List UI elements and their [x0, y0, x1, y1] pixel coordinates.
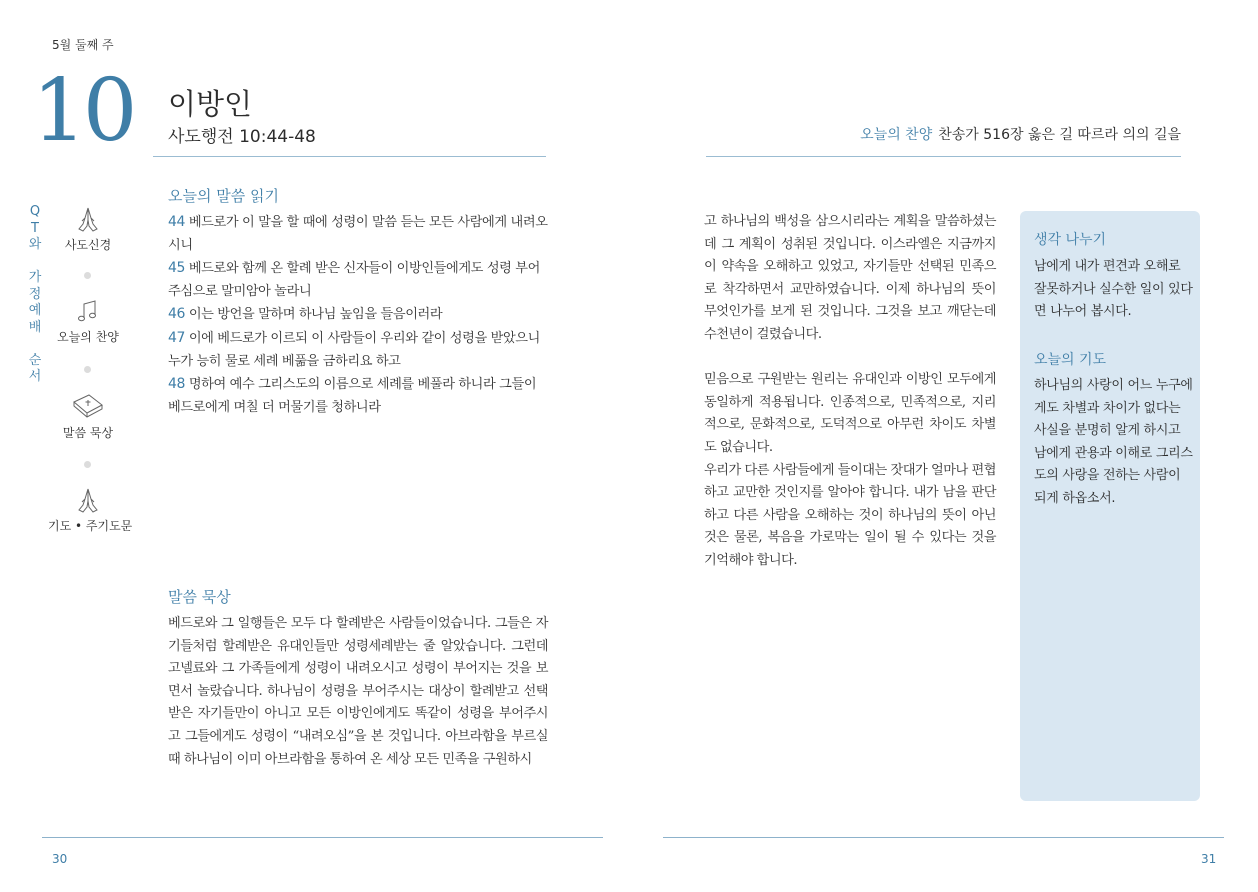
- footer-rule-left: [42, 837, 603, 838]
- hymn-line: [860, 124, 1181, 144]
- verse-number: 45: [168, 260, 186, 277]
- header-rule-left: [153, 156, 546, 157]
- prayer-heading: 오늘의 기도: [1034, 352, 1107, 368]
- step-creed: [48, 204, 128, 253]
- scripture-reference: 사도행전 10:44-48: [168, 127, 316, 147]
- page-number-left: 30: [52, 852, 68, 866]
- meditation-paragraph: 우리가 다른 사람들에게 들이대는 잣대가 얼마나 편협하고 교만한 것인지를 알아야 합니다. 내가 남을 판단하고 다른 사람을 오해하는 것이 하나님의 뜻이 아닌 것은 물론, 복음을 가로막는 일이 될 수 있다는 것을 기억해야 합니다.: [704, 462, 996, 568]
- header-rule-right: [706, 156, 1181, 157]
- hymn-label: 오늘의 찬양: [860, 127, 933, 143]
- step-prayer: [48, 485, 133, 534]
- step-label: 사도신경: [64, 238, 112, 252]
- hymn-title: 찬송가 516장 옳은 길 따르라 의의 길을: [938, 127, 1181, 143]
- step-meditation: [48, 390, 128, 441]
- meditation-paragraph: 고 하나님의 백성을 삼으시리라는 계획을 말씀하셨는데 그 계획이 성취된 것입니다. 이스라엘은 지금까지 이 약속을 오해하고 있었고, 자기들만 선택된 민족으로 착각하면서 교만하였습니다. 이제 하나님의 뜻이 무엇인가를 보게 된 것입니다. 그것을 보고 깨닫는데 수천년이 걸렸습니다.: [704, 214, 996, 342]
- meditation-text-left: [168, 613, 548, 771]
- praying-hands-icon: [73, 485, 103, 515]
- share-heading: 생각 나누기: [1034, 232, 1107, 248]
- step-hymn: [48, 296, 128, 345]
- page-number-right: 31: [1201, 852, 1217, 866]
- meditation-text-right: [704, 211, 996, 573]
- verse: [168, 211, 548, 257]
- step-dot: [84, 272, 91, 279]
- step-label: 오늘의 찬양: [57, 330, 119, 344]
- verse-number: 47: [168, 329, 186, 346]
- footer-rule-right: [663, 837, 1224, 838]
- vertical-title: Q T 와 가 정 예 배 순 서: [28, 204, 42, 384]
- verse-number: 46: [168, 306, 186, 323]
- verse-number: 44: [168, 214, 186, 230]
- verse: [168, 373, 548, 419]
- verse-text: 베드로가 이 말을 할 때에 성령이 말씀 듣는 모든 사람에게 내려오시니: [168, 215, 548, 253]
- step-label: 기도 • 주기도문: [48, 519, 133, 533]
- music-note-icon: [73, 296, 103, 326]
- step-label: 말씀 묵상: [62, 426, 114, 440]
- step-dot: [84, 461, 91, 468]
- verse-text: 이는 방언을 말하며 하나님 높임을 들음이러라: [188, 307, 443, 323]
- verse-text: 베드로와 함께 온 할례 받은 신자들이 이방인들에게도 성령 부어 주심으로 말미암아 놀라니: [168, 261, 540, 299]
- day-number: 10: [32, 61, 134, 161]
- verse-text: 이에 베드로가 이르되 이 사람들이 우리와 같이 성령을 받았으니 누가 능히 물로 세례 베풂을 금하리요 하고: [168, 330, 540, 369]
- verse: [168, 327, 548, 373]
- step-dot: [84, 366, 91, 373]
- reading-heading: 오늘의 말씀 읽기: [168, 187, 279, 205]
- praying-hands-icon: [73, 204, 103, 234]
- page-title: 이방인: [168, 87, 253, 121]
- verse-list: [168, 211, 548, 419]
- sharing-prayer-box: [1020, 211, 1200, 801]
- meditation-heading: 말씀 묵상: [168, 588, 231, 606]
- prayer-text: 하나님의 사랑이 어느 누구에게도 차별과 차이가 없다는 사실을 분명히 알게 하시고 남에게 관용과 이해로 그리스도의 사랑을 전하는 사람이 되게 하옵소서.: [1034, 378, 1193, 506]
- meditation-paragraph: 믿음으로 구원받는 원리는 유대인과 이방인 모두에게 동일하게 적용됩니다. 인종적으로, 민족적으로, 지리적으로, 문화적으로, 도덕적으로 아무런 차이도 차별도 없습니다.: [704, 372, 996, 455]
- meditation-paragraph: 베드로와 그 일행들은 모두 다 할례받은 사람들이었습니다. 그들은 자기들처럼 할례받은 유대인들만 성령세례받는 줄 알았습니다. 그런데 고넬료와 그 가족들에게 성령이 내려오시고 성령이 부어지는 것을 보면서 놀랐습니다. 하나님이 성령을 부어주시는 대상이 할례받고 선택받은 자기들만이 아니고 모든 이방인에게도 똑같이 성령을 부어주시고 그들에게도 성령이 “내려오심”을 본 것입니다. 아브라함을 부르실 때 하나님이 이미 아브라함을 통하여 온 세상 모든 민족을 구원하시: [168, 616, 548, 767]
- verse-text: 명하여 예수 그리스도의 이름으로 세례를 베풀라 하니라 그들이 베드로에게 며칠 더 머물기를 청하니라: [168, 377, 537, 415]
- verse: [168, 257, 548, 303]
- verse-number: 48: [168, 376, 186, 393]
- week-label: 5월 둘째 주: [52, 38, 114, 52]
- verse: [168, 303, 548, 327]
- bible-icon: [71, 390, 105, 422]
- share-text: 남에게 내가 편견과 오해로 잘못하거나 실수한 일이 있다면 나누어 봅시다.: [1034, 259, 1193, 319]
